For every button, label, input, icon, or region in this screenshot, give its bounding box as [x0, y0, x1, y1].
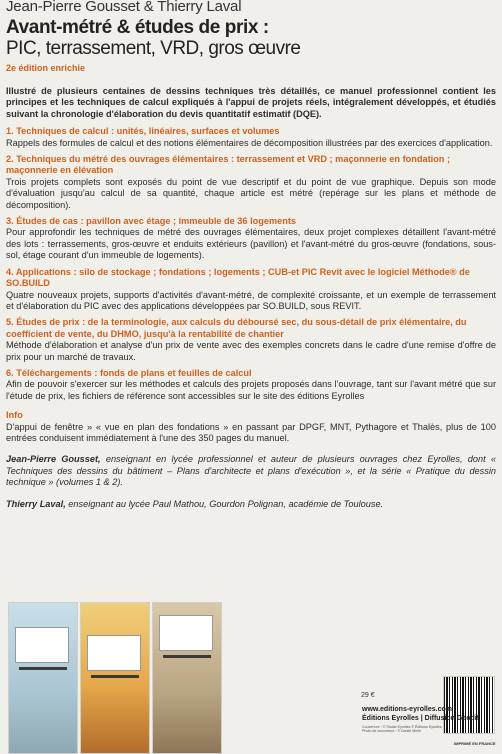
- book-cover-label: [15, 627, 69, 663]
- section-4-title: 4. Applications : silo de stockage ; fondations ; logements ; CUB-et PIC Revit avec le logiciel Méthode® de SO.BUILD: [6, 266, 470, 289]
- related-book-cover: [152, 602, 222, 754]
- related-book-cover: [8, 602, 78, 754]
- section-5-title: 5. Études de prix : de la terminologie, aux calculs du déboursé sec, du sous-détail de prix élémentaire, du coefficient de vente, du DHMO, jusqu'à la rentabilité de chantier: [6, 317, 467, 339]
- edition-label: 2e édition enrichie: [6, 63, 86, 73]
- isbn-barcode: [443, 676, 495, 734]
- section-3-title: 3. Études de cas : pavillon avec étage ; immeuble de 36 logements: [6, 216, 297, 227]
- section-2-title: 2. Techniques du métré des ouvrages élémentaires : terrassement et VRD ; maçonnerie en fondation ; maçonnerie en élévation: [6, 154, 451, 176]
- info-text: D'appui de fenêtre » « vue en plan des fondations » en passant par DPGF, MNT, Pythagore et Thalès, plus de 100 entrées conduisent immédiatement à l'une des 350 pages du manuel.: [6, 421, 496, 443]
- author-bio-1: [6, 454, 496, 488]
- author-1-name: Jean-Pierre Gousset,: [6, 454, 101, 465]
- book-cover-label: [159, 615, 213, 651]
- book-cover-label: [87, 635, 141, 671]
- info-label: Info: [6, 410, 23, 421]
- section-3-text: Pour approfondir les techniques de métré des ouvrages élémentaires, deux projet complexes détaillent l'avant-métré des lots : terrassements, gros-œuvre et enduits extérieurs (pavillon) et l'avant-métré du gros-œuvre (fondations, sous-sol, étage courant d'un immeuble de logements).: [6, 227, 496, 261]
- section-1-title: 1. Techniques de calcul : unités, linéaires, surfaces et volumes: [6, 126, 280, 137]
- section-6-text: Afin de pouvoir s'exercer sur les méthodes et calculs des projets proposés dans l'ouvrage, tant sur l'avant métré que sur l'étude de prix, les fichiers de référence sont accessibles sur le site des éditions Eyrolles: [6, 379, 496, 401]
- publisher-name: Éditions Eyrolles | Diffusion Geodif: [362, 715, 480, 722]
- printed-in-france: IMPRIMÉ EN FRANCE: [454, 741, 496, 746]
- book-cover-stripe: [163, 655, 211, 658]
- intro-paragraph: Illustré de plusieurs centaines de dessins techniques très détaillés, ce manuel professionnel contient les principes et les techniques de calcul expliqués à l'appui de projets réels, intégralement développés, et étudiés suivant la chronologie d'élaboration du devis quantitatif estimatif (DQE).: [6, 86, 496, 119]
- section-2-text: Trois projets complets sont exposés du point de vue descriptif et du point de vue graphique. Depuis son mode d'évaluation jusqu'au calcul de sa quantité, chaque article est métré (repérage sur les plans et méthode de décomposition).: [6, 176, 496, 210]
- book-cover-stripe: [91, 675, 139, 678]
- author-1-bio: enseignant en lycée professionnel et auteur de plusieurs ouvrages chez Eyrolles, dont « Techniques des dessins du bâtiment – Plans d'architecte et plans d'exécution », et la série « Pratique du dessin technique » (volumes 1 & 2).: [6, 454, 497, 488]
- section-1-text: Rappels des formules de calcul et des notions élémentaires de décomposition illustrées par des exercices d'application.: [6, 137, 493, 148]
- publisher-website: www.editions-eyrolles.com: [362, 706, 452, 713]
- author-2-bio: enseignant au lycée Paul Mathou, Gourdon Polignan, académie de Toulouse.: [65, 498, 384, 509]
- book-cover-stripe: [19, 667, 67, 670]
- author-bio-2: [6, 499, 496, 510]
- book-subtitle: PIC, terrassement, VRD, gros œuvre: [6, 38, 301, 59]
- related-books: [8, 602, 258, 752]
- section-4-text: Quatre nouveaux projets, supports d'activités d'avant-métré, de complexité croissante, et un exemple de terrassement et d'élaboration du PIC avec des applications développées par SO.BUILD, sous REVIT.: [6, 289, 496, 311]
- authors: Jean-Pierre Gousset & Thierry Laval: [6, 0, 242, 15]
- book-title: Avant-métré & études de prix :: [6, 17, 269, 38]
- description-body: [6, 86, 496, 510]
- price: 29 €: [361, 692, 375, 699]
- section-5-text: Méthode d'élaboration et analyse d'un prix de vente avec des exemples concrets dans le cadre d'une remise d'offre de prix pour un marché de travaux.: [6, 340, 496, 362]
- related-book-cover: [80, 602, 150, 754]
- section-6-title: 6. Téléchargements : fonds de plans et feuilles de calcul: [6, 367, 252, 378]
- cover-credits: Couverture : © Studio Eyrolles © Éditions Eyrolles Photo de couverture : © Daniel Merle: [362, 725, 442, 734]
- author-2-name: Thierry Laval,: [6, 498, 66, 509]
